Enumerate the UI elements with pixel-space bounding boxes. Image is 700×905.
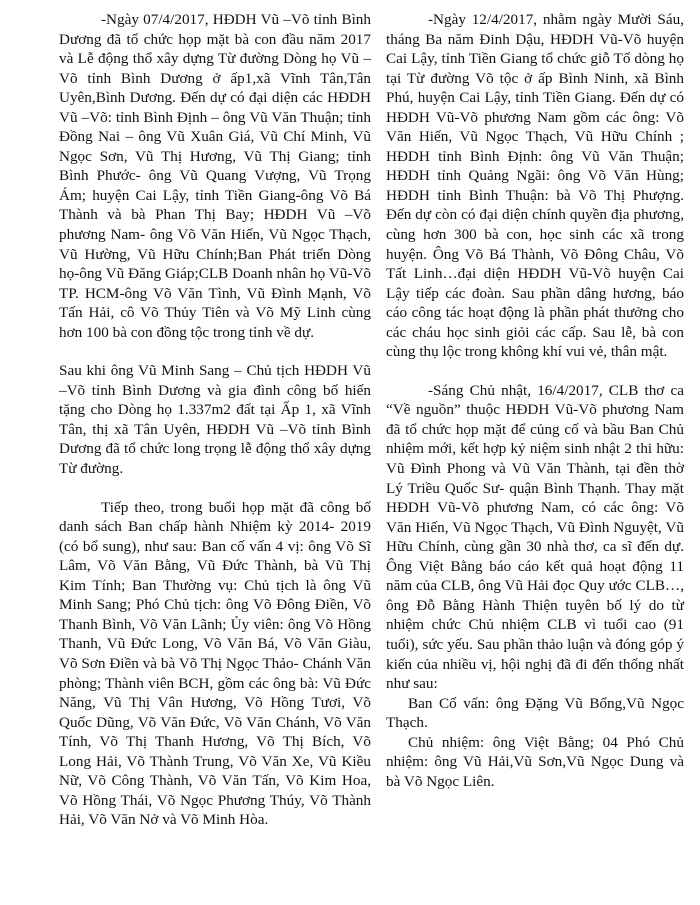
paragraph-executive-committee: Tiếp theo, trong buổi họp mặt đã công bố danh sách Ban chấp hành Nhiệm kỳ 2014- 2019 (có bổ sung), như sau: Ban cố vấn 4 vị: ông Võ Sĩ Lâm, Võ Văn Bằng, Vũ Đức Thành, bà Vũ Thị Kim Tính; Ban Thường vụ: Chủ tịch là ông Vũ Minh Sang; Phó Chủ tịch: ông Võ Đông Điền, Võ Thanh Bình, Võ Văn Lãnh; Ủy viên: ông Võ Hồng Thanh, Vũ Đức Long, Võ Văn Bá, Võ Văn Giàu, Võ Sơn Điền và bà Võ Thị Ngọc Thảo- Chánh Văn phòng; Thành viên BCH, gồm các ông bà: Vũ Đức Năng, Vũ Thị Vân Hương, Võ Hồng Tươi, Võ Quốc Dũng, Võ Văn Đức, Võ Văn Chánh, Võ Văn Tính, Võ Thị Thanh Hương, Võ Thị Bích, Võ Long Hải, Võ Thành Trung, Võ Văn Xe, Vũ Kiều Nữ, Võ Công Thành, Võ Văn Tấn, Võ Kim Hoa, Võ Hồng Thái, Võ Ngọc Phương Thúy, Võ Thành Hải, Võ Văn Nở và Võ Minh Hòa. bbox=[59, 498, 371, 829]
paragraph-poetry-club: -Sáng Chủ nhật, 16/4/2017, CLB thơ ca “Về nguồn” thuộc HĐDH Vũ-Võ phương Nam đã tổ chức họp mặt để củng cố và bầu Ban Chủ nhiệm mới, kết hợp kỷ niệm sinh nhật 2 thi hữu: Vũ Đình Phong và Vũ Văn Thành, tại đền thờ Lý Triều Quốc Sư- quận Bình Thạnh. Thay mặt HĐDH Vũ-Võ phương Nam, có các ông: Võ Văn Hiến, Vũ Ngọc Thạch, Vũ Đình Nguyệt, Vũ Hữu Chính, cùng gần 30 nhà thơ, ca sĩ đến dự. Ông Việt Bằng báo cáo kết quả hoạt động 11 năm của CLB, ông Vũ Hải đọc Quy ước CLB…, ông Đỗ Bằng Hành Thiện tuyên bố lý do từ nhiệm chức Chủ nhiệm CLB vì tuổi cao (91 tuổi), sức yếu. Sau phần thảo luận và đóng góp ý kiến của nhiều vị, hội nghị đã đi đến thống nhất như sau: bbox=[386, 381, 684, 693]
paragraph-land-donation: Sau khi ông Vũ Minh Sang – Chủ tịch HĐDH Vũ –Võ tỉnh Bình Dương và gia đình công bố hiến tặng cho Dòng họ 1.337m2 đất tại Ấp 1, xã Vĩnh Tân, thị xã Tân Uyên, HĐDH Vũ –Võ tỉnh Bình Dương đã tổ chức long trọng lễ động thổ xây dựng Từ đường. bbox=[59, 362, 371, 478]
paragraph-club-leadership: Chủ nhiệm: ông Việt Bằng; 04 Phó Chủ nhiệm: ông Vũ Hải,Vũ Sơn,Vũ Ngọc Dung và bà Võ Ngọc Liên. bbox=[386, 733, 684, 790]
paragraph-cai-lay-ceremony: -Ngày 12/4/2017, nhằm ngày Mười Sáu, tháng Ba năm Đinh Dậu, HĐDH Vũ-Võ huyện Cai Lậy, tỉnh Tiền Giang tổ chức giỗ Tổ dòng họ tại Từ đường Võ tộc ở ấp Bình Ninh, xã Bình Phú, huyện Cai Lậy, tỉnh Tiền Giang. Đến dự có HĐDH Vũ-Võ phương Nam gồm các ông: Võ Văn Hiến, Vũ Ngọc Thạch, Vũ Hữu Chính ; HĐDH tỉnh Bình Định: ông Vũ Văn Thuận; HĐDH tỉnh Quảng Ngãi: ông Võ Văn Hùng; HĐDH tỉnh Bình Thuận: bà Võ Thị Phượng. Đến dự còn có đại diện chính quyền địa phương, cùng hơn 300 bà con, học sinh các xã trong huyện. Ông Võ Bá Thành, Võ Đông Châu, Võ Tất Linh…đại diện HĐDH Vũ-Võ huyện Cai Lậy tiếp các đoàn. Sau phần dâng hương, báo cáo công tác hoạt động là phần phát thưởng cho các cháu học sinh giỏi các cấp. Sau lễ, bà con cùng thụ lộc trong không khí vui vẻ, thân mật. bbox=[386, 11, 684, 361]
paragraph-advisory-board: Ban Cố vấn: ông Đặng Vũ Bổng,Vũ Ngọc Thạch. bbox=[386, 694, 684, 732]
paragraph-binh-duong-meeting: -Ngày 07/4/2017, HĐDH Vũ –Võ tỉnh Bình Dương đã tổ chức họp mặt bà con đầu năm 2017 và Lễ động thổ xây dựng Từ đường Dòng họ Vũ –Võ tỉnh Bình Dương ở ấp1,xã Vĩnh Tân,Tân Uyên,Bình Dương. Đến dự có đại diện các HĐDH Vũ –Võ: tỉnh Bình Định – ông Vũ Văn Thuận; tỉnh Đồng Nai – ông Vũ Xuân Giá, Vũ Chí Minh, Vũ Ngọc Sơn, Vũ Thị Hương, Vũ Thị Giang; tỉnh Bình Phước- ông Vũ Quang Vượng, Vũ Trọng Ám; huyện Cai Lậy, tỉnh Tiền Giang-ông Võ Bá Thành và bà Phan Thị Bay; HĐDH Vũ –Võ phương Nam- ông Võ Văn Hiến, Vũ Ngọc Thạch, Vũ Hường, Vũ Hữu Chính;Ban Phát triển Dòng họ-ông Vũ Đăng Giáp;CLB Doanh nhân họ Vũ-Võ TP. HCM-ông Võ Văn Tình, Vũ Đình Mạnh, Võ Tấn Hải, cô Võ Thủy Tiên và Võ Mỹ Linh cùng hơn 100 bà con đồng tộc trong tỉnh về dự. bbox=[59, 11, 371, 341]
left-column bbox=[59, 10, 371, 830]
right-column bbox=[386, 10, 684, 791]
